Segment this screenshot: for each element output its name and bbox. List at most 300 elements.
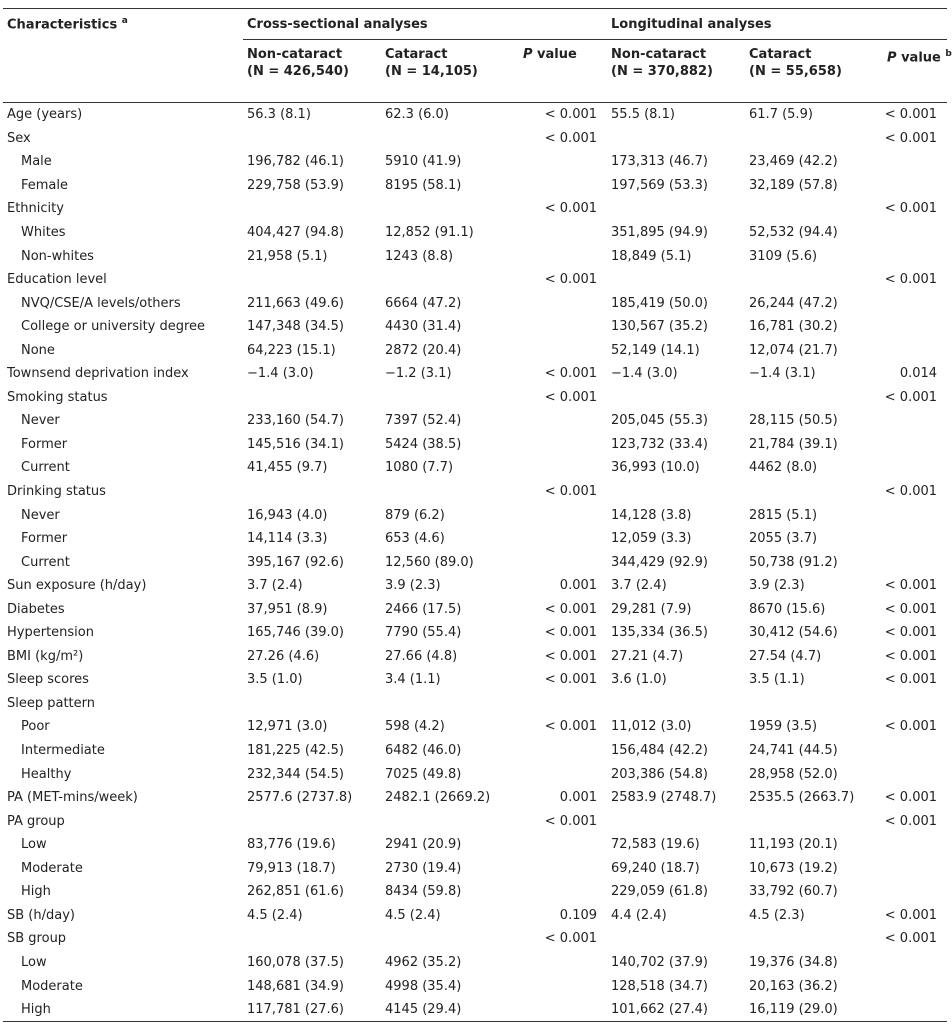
row-label: Healthy [21,766,72,782]
cs-cataract-cell: 3.4 (1.1) [385,672,441,688]
lg-cataract-cell: 28,115 (50.5) [749,413,838,429]
row-label: Sleep pattern [7,695,96,711]
cs-pvalue-cell: 0.001 [559,578,598,594]
lg-cataract-cell: 30,412 (54.6) [749,625,838,641]
cs-pvalue-cell: < 0.001 [544,672,598,688]
cs-noncataract-cell: 262,851 (61.6) [247,884,344,900]
cs-noncataract-cell: 2577.6 (2737.8) [247,790,353,806]
row-label: Moderate [21,860,83,876]
row-label: Female [21,177,69,193]
table-row [3,197,947,221]
lg-noncataract-cell [607,268,745,292]
lg-cataract-cell: 8670 (15.6) [749,601,826,617]
cs-pvalue-cell [519,880,607,904]
cs-pvalue-cell: < 0.001 [544,931,598,947]
cross-sectional-header: Cross-sectional analyses [243,9,607,40]
cs-pvalue-cell [519,409,607,433]
cs-noncataract-cell [243,480,381,504]
lg-pvalue-cell: < 0.001 [884,484,938,500]
table-row [3,833,947,857]
cs-noncataract-cell: 41,455 (9.7) [247,460,328,476]
lg-pvalue-cell: 0.014 [899,366,938,382]
row-label: Townsend deprivation index [7,366,189,382]
lg-pvalue-cell [883,150,947,174]
lg-noncataract-cell: 156,484 (42.2) [611,743,708,759]
lg-noncataract-cell [607,927,745,951]
lg-pvalue-cell [883,221,947,245]
table-row [3,927,947,951]
cs-noncataract-cell: 27.26 (4.6) [247,648,320,664]
lg-cataract-cell: 1959 (3.5) [749,719,818,735]
row-label: College or university degree [21,319,206,335]
cs-noncataract-cell: 232,344 (54.5) [247,766,344,782]
lg-pvalue-cell [883,833,947,857]
row-label: SB (h/day) [7,907,75,923]
lg-cataract-cell: 28,958 (52.0) [749,766,838,782]
lg-noncataract-cell: 130,567 (35.2) [611,319,708,335]
lg-pvalue-cell: < 0.001 [884,907,938,923]
table-row [3,291,947,315]
row-label: Former [21,531,68,547]
cs-pvalue-cell: < 0.001 [544,130,598,146]
table-row [3,739,947,763]
row-label: High [21,884,51,900]
lg-pvalue-cell: < 0.001 [884,130,938,146]
cs-cataract-cell: 2482.1 (2669.2) [385,790,491,806]
lg-noncataract-cell: 197,569 (53.3) [611,177,708,193]
cs-cataract-cell: 4430 (31.4) [385,319,462,335]
lg-pvalue-cell: < 0.001 [884,272,938,288]
lg-cataract-cell: 26,244 (47.2) [749,295,838,311]
cs-cataract-cell: 4145 (29.4) [381,998,519,1022]
cs-pvalue-cell [519,692,607,716]
lg-noncataract-cell: 11,012 (3.0) [611,719,692,735]
cs-cataract-cell: 2466 (17.5) [385,601,462,617]
lg-pvalue-cell [883,762,947,786]
cs-pvalue-cell: < 0.001 [544,601,598,617]
lg-pvalue-cell: < 0.001 [884,672,938,688]
cs-cataract-cell: 12,560 (89.0) [385,554,474,570]
table-header-group-row [3,9,947,40]
lg-cataract-cell: 16,119 (29.0) [745,998,883,1022]
table-row [3,857,947,881]
lg-noncataract-cell: 55.5 (8.1) [611,107,675,123]
table-row [3,668,947,692]
lg-pvalue-cell [883,409,947,433]
cs-noncataract-cell: 12,971 (3.0) [247,719,328,735]
cs-noncataract-cell [243,197,381,221]
cs-pvalue-cell [519,244,607,268]
lg-noncataract-cell: 140,702 (37.9) [611,954,708,970]
lg-cataract-cell [745,268,883,292]
row-label: Sleep scores [7,672,89,688]
cs-cataract-cell: 8434 (59.8) [385,884,462,900]
lg-pvalue-cell [883,244,947,268]
table-row [3,386,947,410]
cs-noncataract-cell: 395,167 (92.6) [247,554,344,570]
lg-cataract-cell: 3.5 (1.1) [749,672,805,688]
lg-cataract-cell [745,692,883,716]
cs-pvalue-cell [519,150,607,174]
row-label: BMI (kg/m²) [7,648,84,664]
table-row [3,762,947,786]
lg-pvalue-cell: < 0.001 [884,790,938,806]
lg-noncataract-cell: 14,128 (3.8) [611,507,692,523]
cs-cataract-cell: 653 (4.6) [385,531,445,547]
lg-pvalue-cell [883,291,947,315]
table-row [3,527,947,551]
cs-cataract-cell [381,197,519,221]
cs-noncataract-cell [243,127,381,151]
cs-noncataract-header: Non-cataract (N = 426,540) [243,40,381,103]
cs-noncataract-cell: 196,782 (46.1) [247,154,344,170]
cs-cataract-cell: 2872 (20.4) [385,342,462,358]
lg-noncataract-cell: 69,240 (18.7) [611,860,700,876]
cs-noncataract-cell: 181,225 (42.5) [247,743,344,759]
lg-cataract-cell: 2535.5 (2663.7) [749,790,855,806]
cs-noncataract-cell [243,268,381,292]
cs-noncataract-cell: 64,223 (15.1) [247,342,336,358]
table-row [3,645,947,669]
cs-pvalue-cell [519,456,607,480]
cs-pvalue-cell [519,315,607,339]
cs-noncataract-cell: 3.5 (1.0) [247,672,303,688]
lg-cataract-cell: 20,163 (36.2) [749,978,838,994]
row-label: SB group [7,931,67,947]
table-row [3,503,947,527]
cs-cataract-cell [381,927,519,951]
lg-noncataract-cell: 123,732 (33.4) [611,436,708,452]
table-row [3,880,947,904]
cs-noncataract-cell [243,927,381,951]
cs-cataract-cell: 1243 (8.8) [385,248,454,264]
lg-pvalue-cell [883,998,947,1022]
cs-pvalue-cell [519,291,607,315]
row-label: Drinking status [7,484,106,500]
lg-pvalue-cell: < 0.001 [884,625,938,641]
cs-cataract-cell [381,127,519,151]
lg-cataract-cell: 3109 (5.6) [749,248,818,264]
row-label: Hypertension [7,625,94,641]
lg-pvalue-cell: < 0.001 [884,389,938,405]
table-row [3,998,947,1022]
row-label: Intermediate [21,743,105,759]
cs-cataract-cell: 2730 (19.4) [385,860,462,876]
lg-cataract-header: Cataract (N = 55,658) [745,40,883,103]
lg-cataract-cell: 2815 (5.1) [749,507,818,523]
cs-pvalue-cell [519,762,607,786]
table-row [3,150,947,174]
cs-pvalue-cell [519,174,607,198]
lg-cataract-cell: 11,193 (20.1) [749,837,838,853]
lg-cataract-cell: 50,738 (91.2) [749,554,838,570]
table-row [3,362,947,386]
lg-noncataract-cell: 101,662 (27.4) [607,998,745,1022]
row-label: Poor [21,719,50,735]
cs-pvalue-cell [519,857,607,881]
lg-pvalue-cell [883,433,947,457]
characteristics-header: Characteristics $^a$ [7,16,128,33]
row-label: Male [21,154,52,170]
lg-cataract-cell [745,386,883,410]
cs-noncataract-cell: 37,951 (8.9) [247,601,328,617]
cs-pvalue-cell [519,739,607,763]
table-row [3,974,947,998]
cs-cataract-cell: 5424 (38.5) [385,436,462,452]
cs-noncataract-cell: 117,781 (27.6) [243,998,381,1022]
table-row [3,692,947,716]
cs-noncataract-cell: 3.7 (2.4) [247,578,303,594]
lg-noncataract-cell [607,809,745,833]
cs-pvalue-cell [519,433,607,457]
cs-pvalue-cell [519,833,607,857]
cs-pvalue-cell: < 0.001 [544,107,598,123]
cs-noncataract-cell: 14,114 (3.3) [247,531,328,547]
lg-noncataract-cell [607,386,745,410]
lg-noncataract-cell: 229,059 (61.8) [611,884,708,900]
row-label: PA (MET-mins/week) [7,790,138,806]
row-label: Low [21,837,47,853]
cs-pvalue-cell [519,974,607,998]
cs-noncataract-cell: 211,663 (49.6) [247,295,344,311]
lg-cataract-cell: 23,469 (42.2) [749,154,838,170]
lg-noncataract-cell: 185,419 (50.0) [611,295,708,311]
cs-noncataract-cell [243,386,381,410]
cs-cataract-cell [381,268,519,292]
lg-noncataract-cell: 2583.9 (2748.7) [611,790,717,806]
lg-cataract-cell: 10,673 (19.2) [749,860,838,876]
cs-pvalue-cell: < 0.001 [544,813,598,829]
lg-pvalue-cell: < 0.001 [884,648,938,664]
row-label: Sun exposure (h/day) [7,578,147,594]
lg-pvalue-cell [883,527,947,551]
lg-noncataract-cell: 3.7 (2.4) [611,578,667,594]
lg-cataract-cell: 27.54 (4.7) [749,648,822,664]
row-label: Low [21,954,47,970]
table-row [3,409,947,433]
table-row [3,315,947,339]
row-label: Smoking status [7,389,108,405]
cs-cataract-cell [381,692,519,716]
cs-noncataract-cell [243,809,381,833]
cs-cataract-cell: 8195 (58.1) [385,177,462,193]
cs-cataract-cell: 879 (6.2) [385,507,445,523]
table-row [3,103,947,127]
row-label: Never [21,413,60,429]
lg-pvalue-cell: < 0.001 [884,931,938,947]
cs-cataract-cell: 6664 (47.2) [385,295,462,311]
lg-pvalue-cell [883,550,947,574]
lg-cataract-cell: 33,792 (60.7) [749,884,838,900]
cs-pvalue-cell: < 0.001 [544,625,598,641]
lg-noncataract-cell: 36,993 (10.0) [611,460,700,476]
cs-cataract-cell: 7790 (55.4) [385,625,462,641]
cs-pvalue-header: P value [519,40,607,103]
cs-noncataract-cell: 21,958 (5.1) [247,248,328,264]
cs-cataract-cell: 4998 (35.4) [385,978,462,994]
lg-noncataract-cell [607,197,745,221]
cs-noncataract-cell: 79,913 (18.7) [247,860,336,876]
lg-pvalue-cell [883,880,947,904]
lg-pvalue-cell [883,857,947,881]
cs-pvalue-cell [519,951,607,975]
lg-cataract-cell: 16,781 (30.2) [749,319,838,335]
lg-pvalue-cell: < 0.001 [884,201,938,217]
cs-pvalue-cell: < 0.001 [544,389,598,405]
table-row [3,338,947,362]
cs-noncataract-cell: 233,160 (54.7) [247,413,344,429]
cs-noncataract-cell: 83,776 (19.6) [247,837,336,853]
row-label: Education level [7,272,107,288]
cs-noncataract-cell: 145,516 (34.1) [247,436,344,452]
lg-noncataract-cell: 351,895 (94.9) [611,225,708,240]
cs-pvalue-cell: < 0.001 [544,719,598,735]
lg-noncataract-cell: 29,281 (7.9) [611,601,692,617]
cs-pvalue-cell [519,338,607,362]
row-label: Current [21,554,70,570]
lg-noncataract-cell: 128,518 (34.7) [611,978,708,994]
lg-noncataract-cell: 18,849 (5.1) [611,248,692,264]
lg-cataract-cell [745,127,883,151]
lg-cataract-cell [745,197,883,221]
cs-cataract-cell: 5910 (41.9) [385,154,462,170]
lg-cataract-cell: 21,784 (39.1) [749,436,838,452]
row-label: Whites [21,225,66,240]
lg-cataract-cell: 3.9 (2.3) [749,578,805,594]
table-row [3,715,947,739]
characteristics-table [3,8,952,1022]
longitudinal-header: Longitudinal analyses [607,9,947,40]
table-row [3,904,947,928]
lg-pvalue-cell: < 0.001 [884,813,938,829]
row-label: Diabetes [7,601,65,617]
lg-cataract-cell: 4.5 (2.3) [749,907,805,923]
cs-noncataract-cell: 56.3 (8.1) [247,107,311,123]
lg-cataract-cell: −1.4 (3.1) [749,366,816,382]
table-row [3,221,947,245]
cs-noncataract-cell: 16,943 (4.0) [247,507,328,523]
lg-noncataract-cell: 52,149 (14.1) [611,342,700,358]
lg-pvalue-cell [883,456,947,480]
row-label: High [3,998,243,1022]
table-row [3,786,947,810]
lg-cataract-cell: 4462 (8.0) [749,460,818,476]
lg-noncataract-header: Non-cataract (N = 370,882) [607,40,745,103]
table-row [3,456,947,480]
row-label: PA group [7,813,65,829]
lg-noncataract-cell: 27.21 (4.7) [611,648,684,664]
lg-noncataract-cell [607,480,745,504]
cs-cataract-cell: 3.9 (2.3) [385,578,441,594]
cs-pvalue-cell: < 0.001 [544,272,598,288]
lg-pvalue-cell: < 0.001 [884,107,938,123]
lg-pvalue-header: P value $^b$ [883,40,947,103]
table-row [3,268,947,292]
lg-pvalue-cell [883,951,947,975]
cs-cataract-cell: 7397 (52.4) [385,413,462,429]
cs-cataract-header: Cataract (N = 14,105) [381,40,519,103]
lg-noncataract-cell: 12,059 (3.3) [611,531,692,547]
lg-cataract-cell: 12,074 (21.7) [749,342,838,358]
cs-cataract-cell: 598 (4.2) [385,719,445,735]
cs-noncataract-cell: 147,348 (34.5) [247,319,344,335]
table-row [3,809,947,833]
table-header-column-row [3,40,947,103]
cs-noncataract-cell: 148,681 (34.9) [247,978,344,994]
table-row [3,127,947,151]
cs-noncataract-cell: 160,078 (37.5) [247,954,344,970]
table-row [3,550,947,574]
table-row [3,244,947,268]
cs-cataract-cell: 27.66 (4.8) [385,648,458,664]
row-label: NVQ/CSE/A levels/others [21,295,181,311]
lg-noncataract-cell: 203,386 (54.8) [611,766,708,782]
row-label: Age (years) [7,107,83,123]
cs-pvalue-cell: 0.001 [559,790,598,806]
cs-pvalue-cell [519,998,607,1022]
cs-cataract-cell: 62.3 (6.0) [385,107,449,123]
lg-noncataract-cell: 72,583 (19.6) [611,837,700,853]
lg-cataract-cell: 61.7 (5.9) [749,107,813,123]
cs-cataract-cell: 4962 (35.2) [385,954,462,970]
row-label: Ethnicity [7,201,64,217]
row-label: Former [21,436,68,452]
lg-noncataract-cell: −1.4 (3.0) [611,366,678,382]
cs-cataract-cell [381,480,519,504]
cs-pvalue-cell [519,221,607,245]
lg-pvalue-cell: < 0.001 [884,578,938,594]
row-label: Current [21,460,70,476]
lg-pvalue-cell [883,692,947,716]
lg-cataract-cell: 24,741 (44.5) [749,743,838,759]
lg-noncataract-cell: 3.6 (1.0) [611,672,667,688]
table-row [3,174,947,198]
lg-pvalue-cell [883,315,947,339]
table-row [3,480,947,504]
lg-noncataract-cell: 205,045 (55.3) [611,413,708,429]
table-row [3,433,947,457]
cs-cataract-cell: 2941 (20.9) [385,837,462,853]
cs-cataract-cell: −1.2 (3.1) [385,366,452,382]
characteristics-header-spacer [3,40,243,103]
cs-noncataract-cell: 4.5 (2.4) [247,907,303,923]
table-row [3,951,947,975]
lg-noncataract-cell: 4.4 (2.4) [611,907,667,923]
cs-cataract-cell: 7025 (49.8) [385,766,462,782]
lg-noncataract-cell: 173,313 (46.7) [611,154,708,170]
cs-cataract-cell: 6482 (46.0) [385,743,462,759]
cs-cataract-cell: 4.5 (2.4) [385,907,441,923]
lg-cataract-cell [745,927,883,951]
cs-noncataract-cell: −1.4 (3.0) [247,366,314,382]
cs-noncataract-cell: 404,427 (94.8) [247,225,344,240]
table-body [3,103,947,1022]
lg-cataract-cell: 2055 (3.7) [749,531,818,547]
lg-pvalue-cell: < 0.001 [884,601,938,617]
cs-cataract-cell [381,809,519,833]
cs-noncataract-cell: 229,758 (53.9) [247,177,344,193]
cs-pvalue-cell: < 0.001 [544,366,598,382]
row-label: Non-whites [21,248,94,264]
lg-pvalue-cell [883,338,947,362]
cs-pvalue-cell [519,550,607,574]
cs-noncataract-cell [243,692,381,716]
cs-pvalue-cell: < 0.001 [544,648,598,664]
cs-noncataract-cell: 165,746 (39.0) [247,625,344,641]
table-row [3,574,947,598]
row-label: Never [21,507,60,523]
lg-pvalue-cell [883,739,947,763]
